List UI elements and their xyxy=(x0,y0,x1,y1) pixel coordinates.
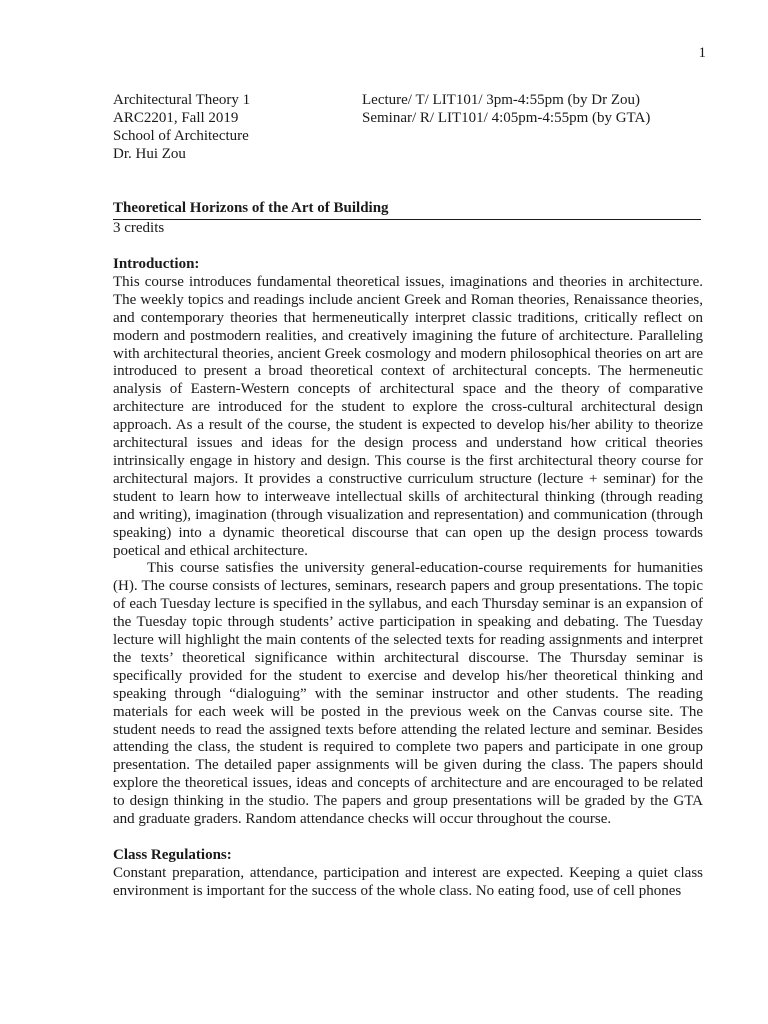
introduction-paragraph-1: This course introduces fundamental theoretical issues, imaginations and theories in architecture. The weekly topics and readings include ancient Greek and Roman theories, Renaissance theories, and contemporary theories that hermeneutically interpret classic traditions, critically reflect on modern and postmodern realities, and creatively imagining the future of architecture. Paralleling with architectural theories, ancient Greek cosmology and modern philosophical theories on art are introduced to present a broad theoretical context of architectural concepts. The hermeneutic analysis of Eastern-Western concepts of architectural space and the theory of comparative architecture are introduced for the student to explore the cross-cultural architectural design approach. As a result of the course, the student is expected to develop his/her ability to theorize architectural issues and ideas for the design process and understand how critical theories intrinsically engage in history and design. This course is the first architectural theory course for architectural majors. It provides a constructive curriculum structure (lecture + seminar) for the student to learn how to interweave intellectual skills of architectural thinking (through reading and writing), imagination (through visualization and representation) and communication (through speaking) into a dynamic theoretical discourse that can open up the design process towards poetical and ethical architecture. xyxy=(113,273,703,559)
course-code-term: ARC2201, Fall 2019 xyxy=(113,109,239,126)
course-name: Architectural Theory 1 xyxy=(113,92,251,108)
course-title-block xyxy=(113,200,701,238)
course-title: Theoretical Horizons of the Art of Building xyxy=(113,200,701,220)
schedule-block xyxy=(362,92,692,128)
introduction-heading: Introduction: xyxy=(113,256,200,272)
lecture-schedule: Lecture/ T/ LIT101/ 3pm-4:55pm (by Dr Zou) xyxy=(362,92,640,108)
introduction-paragraph-2: This course satisfies the university general-education-course requirements for humanities (H). The course consists of lectures, seminars, research papers and group presentations. The topic of each Tuesday lecture is specified in the syllabus, and each Thursday seminar is an expansion of the Tuesday topic through students’ active participation in speaking and debating. The Tuesday lecture will highlight the main contents of the selected texts for reading assignments and interpret the texts’ theoretical significance within architectural discourse. The Thursday seminar is specifically provided for the student to exercise and develop his/her theoretical thinking and speaking through “dialoguing” with the seminar instructor and other students. The reading materials for each week will be posted in the previous week on the Canvas course site. The student needs to read the assigned texts before attending the related lecture and seminar. Besides attending the class, the student is required to complete two papers and participate in one group presentation. The detailed paper assignments will be given during the class. The papers should explore the theoretical issues, ideas and concepts of architecture and are encouraged to be related to design thinking in the studio. The papers and group presentations will be graded by the GTA and graduate graders. Random attendance checks will occur throughout the course. xyxy=(113,560,703,828)
page-number: 1 xyxy=(698,45,706,61)
instructor-name: Dr. Hui Zou xyxy=(113,145,186,162)
class-regulations-heading: Class Regulations: xyxy=(113,846,232,863)
class-regulations-paragraph: Constant preparation, attendance, participation and interest are expected. Keeping a quiet class environment is important for the success of the whole class. No eating food, use of cell phones xyxy=(113,864,703,899)
syllabus-body xyxy=(113,256,703,901)
seminar-schedule: Seminar/ R/ LIT101/ 4:05pm-4:55pm (by GTA) xyxy=(362,109,651,126)
course-info-block xyxy=(113,92,353,164)
course-credits: 3 credits xyxy=(113,219,165,236)
school-name: School of Architecture xyxy=(113,127,249,144)
section-spacer xyxy=(113,829,703,847)
